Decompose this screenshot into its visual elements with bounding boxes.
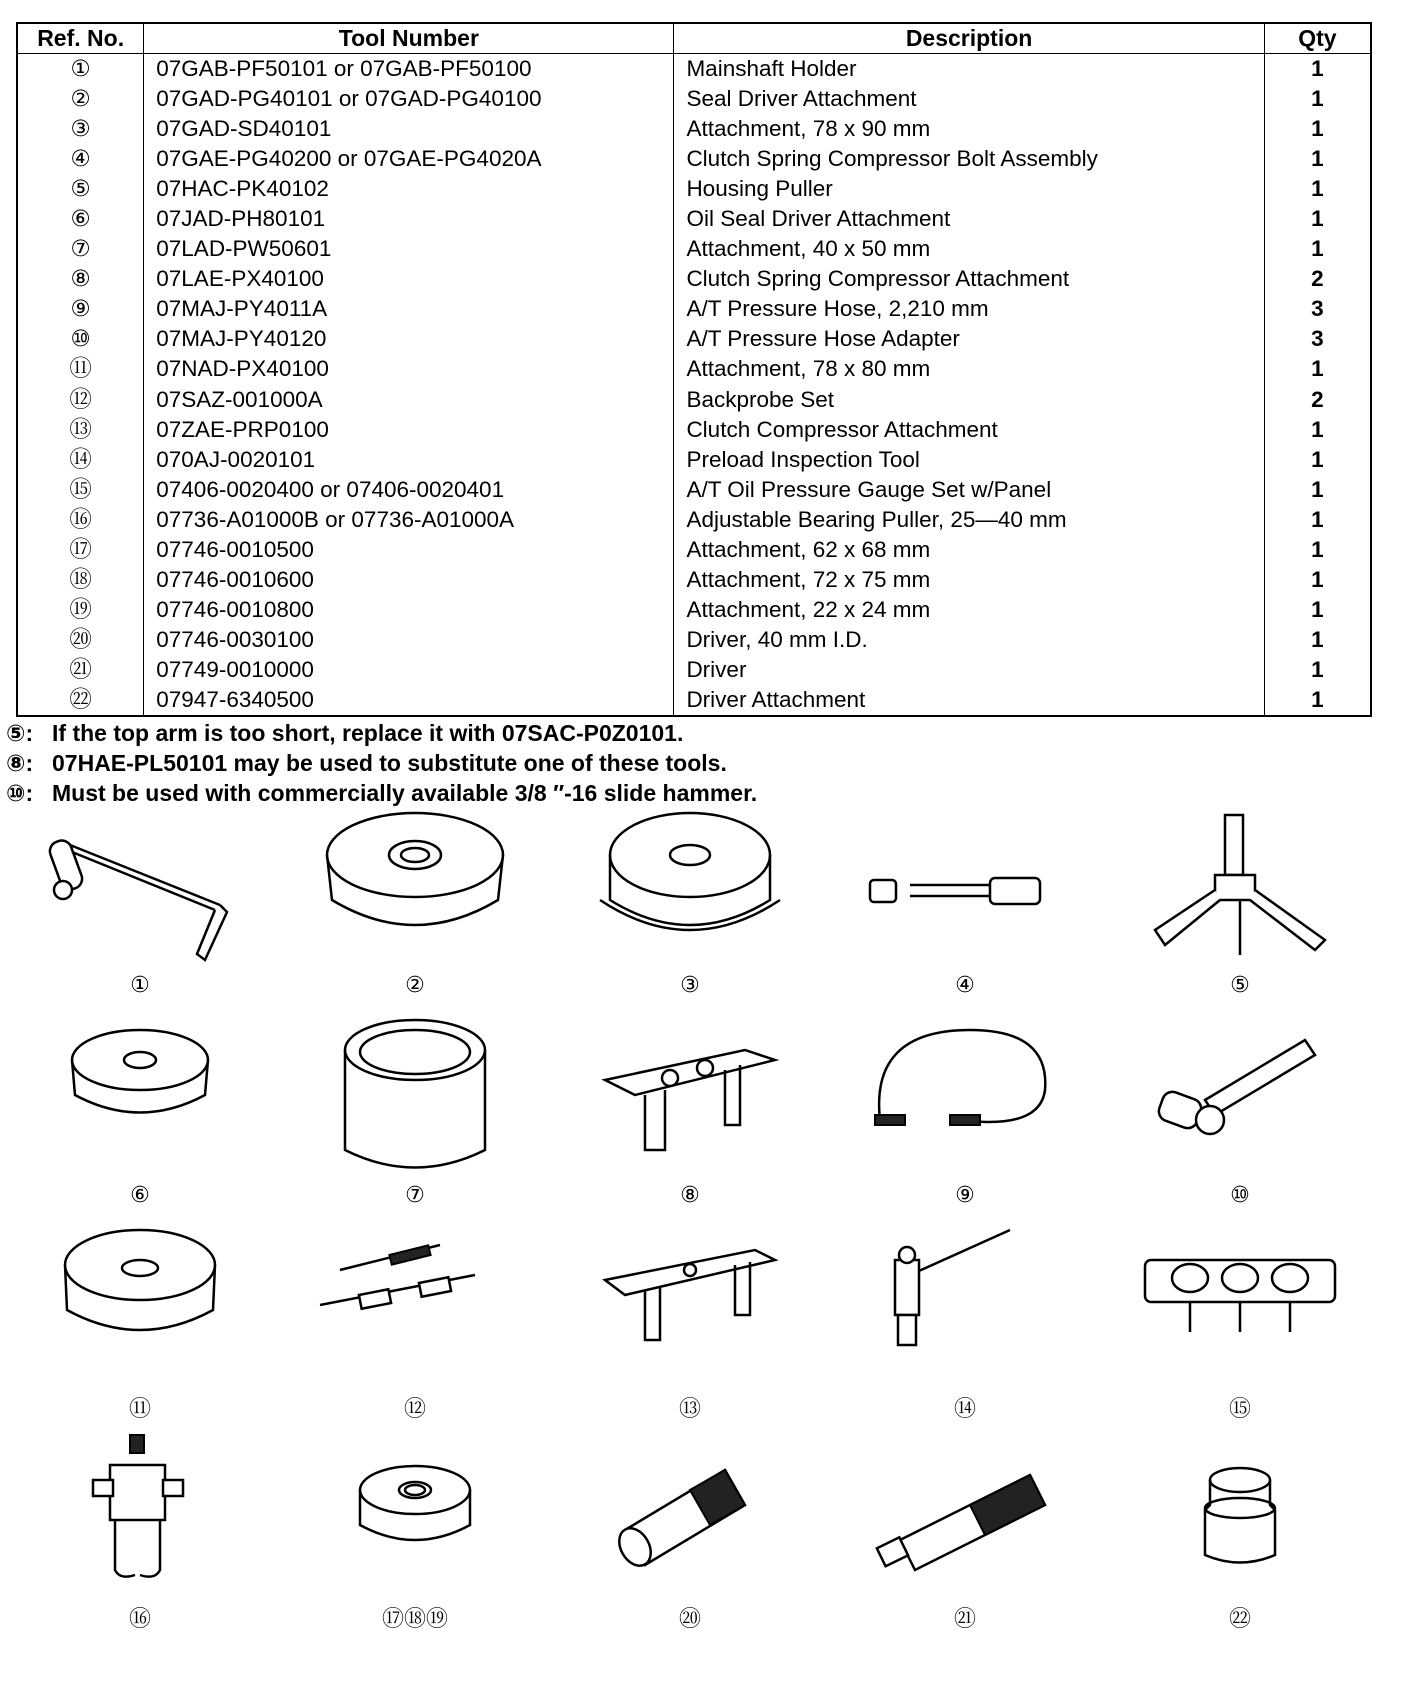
ref-no-cell: ㉑ [17, 655, 144, 685]
tool-number-cell: 070AJ-0020101 [144, 445, 674, 475]
footnote-text: If the top arm is too short, replace it with 07SAC-P0Z0101. [52, 720, 684, 746]
ref-no-cell: ⑬ [17, 415, 144, 445]
compressor-bolt-icon [840, 800, 1090, 970]
tool-number-cell: 07SAZ-001000A [144, 385, 674, 415]
footnote [6, 748, 1206, 778]
illustration-label: ⑰⑱⑲ [381, 1606, 448, 1631]
mainshaft-holder-icon [15, 800, 265, 970]
ref-no-cell: ⑩ [17, 324, 144, 354]
pressure-gauge-icon [1115, 1220, 1365, 1390]
description-cell: Driver, 40 mm I.D. [674, 625, 1264, 655]
bearing-puller-icon [15, 1430, 265, 1600]
ref-no-cell: ⑪ [17, 354, 144, 384]
footnote-ref: ⑧: [6, 750, 34, 776]
tool-number-cell: 07947-6340500 [144, 685, 674, 716]
qty-cell: 3 [1264, 324, 1371, 354]
tool-number-cell: 07ZAE-PRP0100 [144, 415, 674, 445]
illustration-label: ④ [955, 972, 975, 997]
qty-cell: 1 [1264, 595, 1371, 625]
description-cell: Attachment, 78 x 90 mm [674, 114, 1264, 144]
illustration-label: ⑥ [130, 1182, 150, 1207]
qty-cell: 1 [1264, 114, 1371, 144]
illustration-label: ① [130, 972, 150, 997]
table-row [17, 324, 1371, 354]
at-pressure-hose-adapter-illustration [1115, 1010, 1365, 1205]
table-row [17, 685, 1371, 716]
description-cell: Seal Driver Attachment [674, 84, 1264, 114]
tool-number-cell: 07746-0010800 [144, 595, 674, 625]
clutch-compressor-attachment-illustration [565, 1220, 815, 1421]
oil-seal-driver-attachment-illustration [15, 1010, 265, 1205]
description-cell: A/T Pressure Hose Adapter [674, 324, 1264, 354]
qty-cell: 1 [1264, 354, 1371, 384]
backprobe-icon [290, 1220, 540, 1390]
ref-no-cell: ⑭ [17, 445, 144, 475]
attachment-40x50-icon [290, 1010, 540, 1180]
housing-puller-illustration [1115, 800, 1365, 995]
table-row [17, 655, 1371, 685]
driver-40mm-illustration [565, 1430, 815, 1631]
description-cell: Driver [674, 655, 1264, 685]
ref-no-cell: ⑱ [17, 565, 144, 595]
illustration-label: ⑳ [678, 1606, 701, 1631]
ref-no-cell: ⑲ [17, 595, 144, 625]
table-row [17, 415, 1371, 445]
preload-inspection-tool-illustration [840, 1220, 1090, 1421]
driver-attachment-icon [1115, 1430, 1365, 1600]
description-cell: Attachment, 40 x 50 mm [674, 234, 1264, 264]
ref-no-cell: ⑨ [17, 294, 144, 324]
attachment-78x80-illustration [15, 1220, 265, 1421]
qty-cell: 1 [1264, 535, 1371, 565]
table-row [17, 174, 1371, 204]
tool-number-cell: 07MAJ-PY4011A [144, 294, 674, 324]
ref-no-cell: ② [17, 84, 144, 114]
qty-cell: 1 [1264, 685, 1371, 716]
clutch-spring-compressor-bolt-illustration [840, 800, 1090, 995]
ref-no-cell: ⑮ [17, 475, 144, 505]
illustration-label: ㉒ [1228, 1606, 1251, 1631]
table-row [17, 234, 1371, 264]
ref-no-cell: ⑤ [17, 174, 144, 204]
description-cell: Clutch Spring Compressor Attachment [674, 264, 1264, 294]
qty-cell: 2 [1264, 264, 1371, 294]
illustration-label: ⑫ [403, 1396, 426, 1421]
description-cell: Driver Attachment [674, 685, 1264, 716]
tool-number-cell: 07749-0010000 [144, 655, 674, 685]
illustration-label: ⑪ [128, 1396, 151, 1421]
description-cell: Mainshaft Holder [674, 54, 1264, 85]
ref-no-cell: ① [17, 54, 144, 85]
ref-no-cell: ⑳ [17, 625, 144, 655]
description-cell: Attachment, 78 x 80 mm [674, 354, 1264, 384]
footnote-ref: ⑩: [6, 780, 34, 806]
driver-40mm-icon [565, 1430, 815, 1600]
table-row [17, 264, 1371, 294]
table-row [17, 445, 1371, 475]
tool-number-cell: 07GAE-PG40200 or 07GAE-PG4020A [144, 144, 674, 174]
tool-number-cell: 07HAC-PK40102 [144, 174, 674, 204]
illustration-label: ② [405, 972, 425, 997]
illustration-label: ㉑ [953, 1606, 976, 1631]
illustration-label: ⑤ [1230, 972, 1250, 997]
tool-number-cell: 07GAD-PG40101 or 07GAD-PG40100 [144, 84, 674, 114]
qty-cell: 1 [1264, 54, 1371, 85]
ref-no-cell: ③ [17, 114, 144, 144]
attachment-40x50-illustration [290, 1010, 540, 1205]
description-cell: Oil Seal Driver Attachment [674, 204, 1264, 234]
footnote-ref: ⑤: [6, 720, 34, 746]
housing-puller-icon [1115, 800, 1365, 970]
table-row [17, 625, 1371, 655]
description-cell: Attachment, 72 x 75 mm [674, 565, 1264, 595]
seal-driver-attachment-icon [290, 800, 540, 970]
tool-number-cell: 07LAD-PW50601 [144, 234, 674, 264]
table-row [17, 475, 1371, 505]
tool-number-cell: 07GAB-PF50101 or 07GAB-PF50100 [144, 54, 674, 85]
ref-no-cell: ⑰ [17, 535, 144, 565]
tool-illustrations [0, 800, 1408, 1670]
qty-cell: 3 [1264, 294, 1371, 324]
qty-cell: 1 [1264, 565, 1371, 595]
ref-no-cell: ⑧ [17, 264, 144, 294]
tool-number-cell: 07746-0010600 [144, 565, 674, 595]
description-cell: A/T Pressure Hose, 2,210 mm [674, 294, 1264, 324]
table-row [17, 144, 1371, 174]
oil-pressure-gauge-set-illustration [1115, 1220, 1365, 1421]
seal-driver-attachment-illustration [290, 800, 540, 995]
description-cell: Preload Inspection Tool [674, 445, 1264, 475]
table-row [17, 54, 1371, 85]
adjustable-bearing-puller-illustration [15, 1430, 265, 1631]
qty-cell: 1 [1264, 415, 1371, 445]
driver-attachment-illustration [1115, 1430, 1365, 1631]
tool-number-cell: 07GAD-SD40101 [144, 114, 674, 144]
driver-illustration [840, 1430, 1090, 1631]
table-row [17, 84, 1371, 114]
header-tool-number: Tool Number [144, 23, 674, 54]
description-cell: Adjustable Bearing Puller, 25—40 mm [674, 505, 1264, 535]
ref-no-cell: ㉒ [17, 685, 144, 716]
table-row [17, 354, 1371, 384]
table-row [17, 114, 1371, 144]
tool-number-cell: 07746-0010500 [144, 535, 674, 565]
qty-cell: 1 [1264, 144, 1371, 174]
header-description: Description [674, 23, 1264, 54]
description-cell: A/T Oil Pressure Gauge Set w/Panel [674, 475, 1264, 505]
footnote [6, 718, 1206, 748]
tool-number-cell: 07746-0030100 [144, 625, 674, 655]
table-row [17, 535, 1371, 565]
table-header-row [17, 23, 1371, 54]
illustration-label: ⑨ [955, 1182, 975, 1207]
tool-number-cell: 07JAD-PH80101 [144, 204, 674, 234]
table-row [17, 385, 1371, 415]
at-pressure-hose-illustration [840, 1010, 1090, 1205]
qty-cell: 1 [1264, 475, 1371, 505]
ref-no-cell: ⑯ [17, 505, 144, 535]
qty-cell: 1 [1264, 505, 1371, 535]
tool-number-cell: 07NAD-PX40100 [144, 354, 674, 384]
illustration-label: ⑯ [128, 1606, 151, 1631]
description-cell: Housing Puller [674, 174, 1264, 204]
table-row [17, 565, 1371, 595]
special-tools-table [16, 22, 1372, 717]
ref-no-cell: ⑫ [17, 385, 144, 415]
pressure-hose-icon [840, 1010, 1090, 1180]
footnote-text: Must be used with commercially available 3/8 ″-16 slide hammer. [52, 780, 758, 806]
tool-number-cell: 07MAJ-PY40120 [144, 324, 674, 354]
qty-cell: 1 [1264, 174, 1371, 204]
table-row [17, 204, 1371, 234]
description-cell: Attachment, 62 x 68 mm [674, 535, 1264, 565]
table-row [17, 595, 1371, 625]
preload-tool-icon [840, 1220, 1090, 1390]
tool-number-cell: 07LAE-PX40100 [144, 264, 674, 294]
ref-no-cell: ④ [17, 144, 144, 174]
tool-number-cell: 07406-0020400 or 07406-0020401 [144, 475, 674, 505]
attachment-78x80-icon [15, 1220, 265, 1390]
qty-cell: 1 [1264, 655, 1371, 685]
ref-no-cell: ⑦ [17, 234, 144, 264]
mainshaft-holder-illustration [15, 800, 265, 995]
clutch-spring-compressor-attachment-illustration [565, 1010, 815, 1205]
description-cell: Attachment, 22 x 24 mm [674, 595, 1264, 625]
qty-cell: 1 [1264, 204, 1371, 234]
qty-cell: 1 [1264, 84, 1371, 114]
qty-cell: 1 [1264, 445, 1371, 475]
attachment-78x90-illustration [565, 800, 815, 995]
qty-cell: 1 [1264, 625, 1371, 655]
illustration-label: ⑧ [680, 1182, 700, 1207]
clutch-compressor-icon [565, 1220, 815, 1390]
ref-no-cell: ⑥ [17, 204, 144, 234]
backprobe-set-illustration [290, 1220, 540, 1421]
attachment-17-18-19-illustration [290, 1430, 540, 1631]
illustration-label: ⑮ [1228, 1396, 1251, 1421]
illustration-label: ⑩ [1230, 1182, 1250, 1207]
description-cell: Backprobe Set [674, 385, 1264, 415]
illustration-label: ⑬ [678, 1396, 701, 1421]
oil-seal-driver-icon [15, 1010, 265, 1180]
footnote-text: 07HAE-PL50101 may be used to substitute one of these tools. [52, 750, 727, 776]
hose-adapter-icon [1115, 1010, 1365, 1180]
qty-cell: 2 [1264, 385, 1371, 415]
header-ref-no: Ref. No. [17, 23, 144, 54]
illustration-label: ⑭ [953, 1396, 976, 1421]
illustration-label: ⑦ [405, 1182, 425, 1207]
attachment-78x90-icon [565, 800, 815, 970]
illustration-label: ③ [680, 972, 700, 997]
table-row [17, 294, 1371, 324]
table-row [17, 505, 1371, 535]
header-qty: Qty [1264, 23, 1371, 54]
compressor-attachment-icon [565, 1010, 815, 1180]
attachment-set-icon [290, 1430, 540, 1600]
driver-icon [840, 1430, 1090, 1600]
footnotes [6, 718, 1206, 808]
description-cell: Clutch Compressor Attachment [674, 415, 1264, 445]
description-cell: Clutch Spring Compressor Bolt Assembly [674, 144, 1264, 174]
tool-number-cell: 07736-A01000B or 07736-A01000A [144, 505, 674, 535]
qty-cell: 1 [1264, 234, 1371, 264]
